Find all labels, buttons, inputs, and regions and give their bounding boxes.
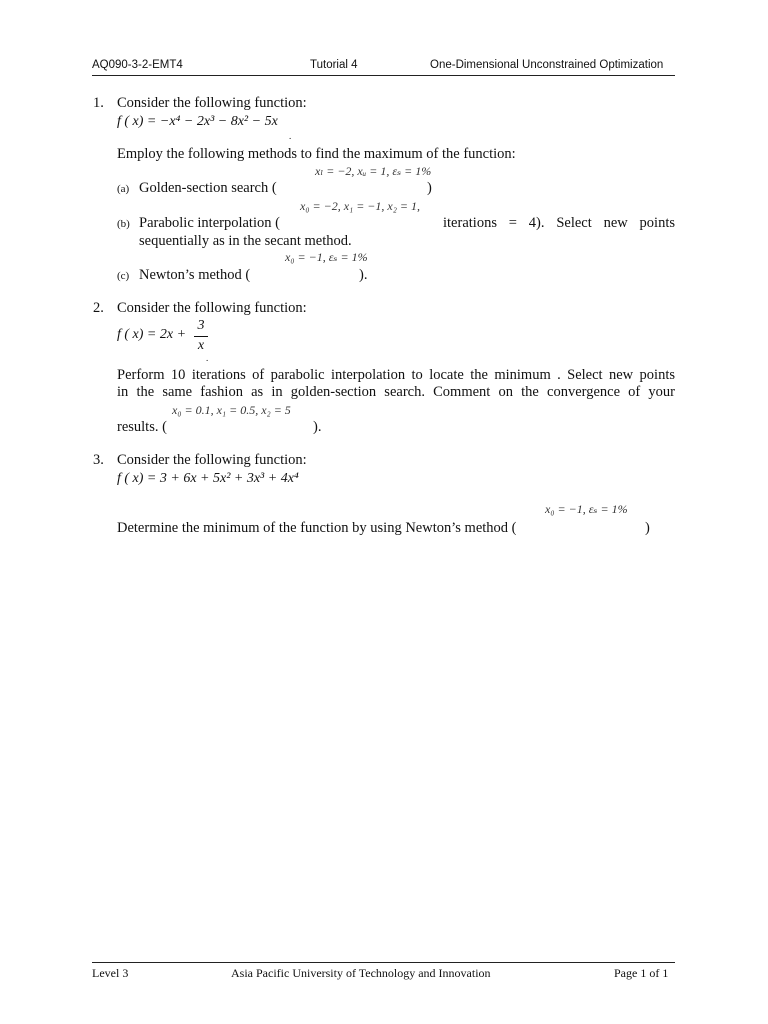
q2-function-lhs: f ( x) = 2x + (117, 327, 187, 342)
q1a-close: ) (427, 180, 432, 196)
q1b-text-left: Parabolic interpolation ( (139, 215, 280, 231)
q1a-parameters: xₗ = −2, xᵤ = 1, εₛ = 1% (315, 164, 432, 178)
footer-page-number: Page 1 of 1 (614, 966, 669, 980)
q2-fraction-denominator: x (197, 338, 205, 353)
q2-fraction-numerator: 3 (197, 318, 205, 333)
course-code: AQ090-3-2-EMT4 (92, 59, 183, 71)
q3-text: Determine the minimum of the function by using Newton’s method ( (117, 520, 517, 536)
header-rule (92, 75, 675, 76)
q2-text-line2: in the same fashion as in golden-section search. Comment on the convergence of your (117, 384, 675, 400)
q2-fraction-bar (194, 336, 208, 337)
q1c-text: Newton’s method ( (139, 267, 251, 283)
q1-intro: Consider the following function: (117, 95, 307, 111)
q3-function: f ( x) = 3 + 6x + 5x² + 3x³ + 4x⁴ (117, 471, 299, 486)
q2-text-line3: results. ( (117, 419, 167, 435)
q2-period: . (206, 353, 209, 363)
q3-parameters: x₀ = −1, εₛ = 1% (545, 502, 628, 516)
q3-intro: Consider the following function: (117, 452, 307, 468)
q3-number: 3. (93, 452, 104, 468)
q2-text-line1: Perform 10 iterations of parabolic interpolation to locate the minimum . Select new points (117, 367, 675, 383)
q1-number: 1. (93, 95, 104, 111)
q1b-text-line2: sequentially as in the secant method. (139, 233, 352, 249)
footer-level: Level 3 (92, 966, 129, 980)
footer-rule (92, 962, 675, 963)
q1c-close: ). (359, 267, 368, 283)
q1b-label: (b) (117, 218, 130, 230)
q1b-text-right: iterations = 4). Select new points (443, 215, 675, 231)
q2-parameters: x₀ = 0.1, x₁ = 0.5, x₂ = 5 (172, 403, 291, 417)
q1b-parameters: x₀ = −2, x₁ = −1, x₂ = 1, (300, 199, 420, 213)
q1a-label: (a) (117, 183, 130, 195)
q2-intro: Consider the following function: (117, 300, 307, 316)
q1-period: . (289, 131, 292, 141)
q2-close: ). (313, 419, 322, 435)
tutorial-topic: One-Dimensional Unconstrained Optimization (430, 59, 664, 71)
q1c-label: (c) (117, 270, 130, 282)
q3-close: ) (645, 520, 650, 536)
q1c-parameters: x₀ = −1, εₛ = 1% (285, 250, 368, 264)
footer-institution: Asia Pacific University of Technology and Innovation (231, 966, 491, 980)
q2-number: 2. (93, 300, 104, 316)
q1a-text: Golden-section search ( (139, 180, 277, 196)
q1-instruction: Employ the following methods to find the maximum of the function: (117, 146, 516, 162)
tutorial-number: Tutorial 4 (310, 59, 358, 71)
q1-function: f ( x) = −x⁴ − 2x³ − 8x² − 5x (117, 114, 278, 129)
